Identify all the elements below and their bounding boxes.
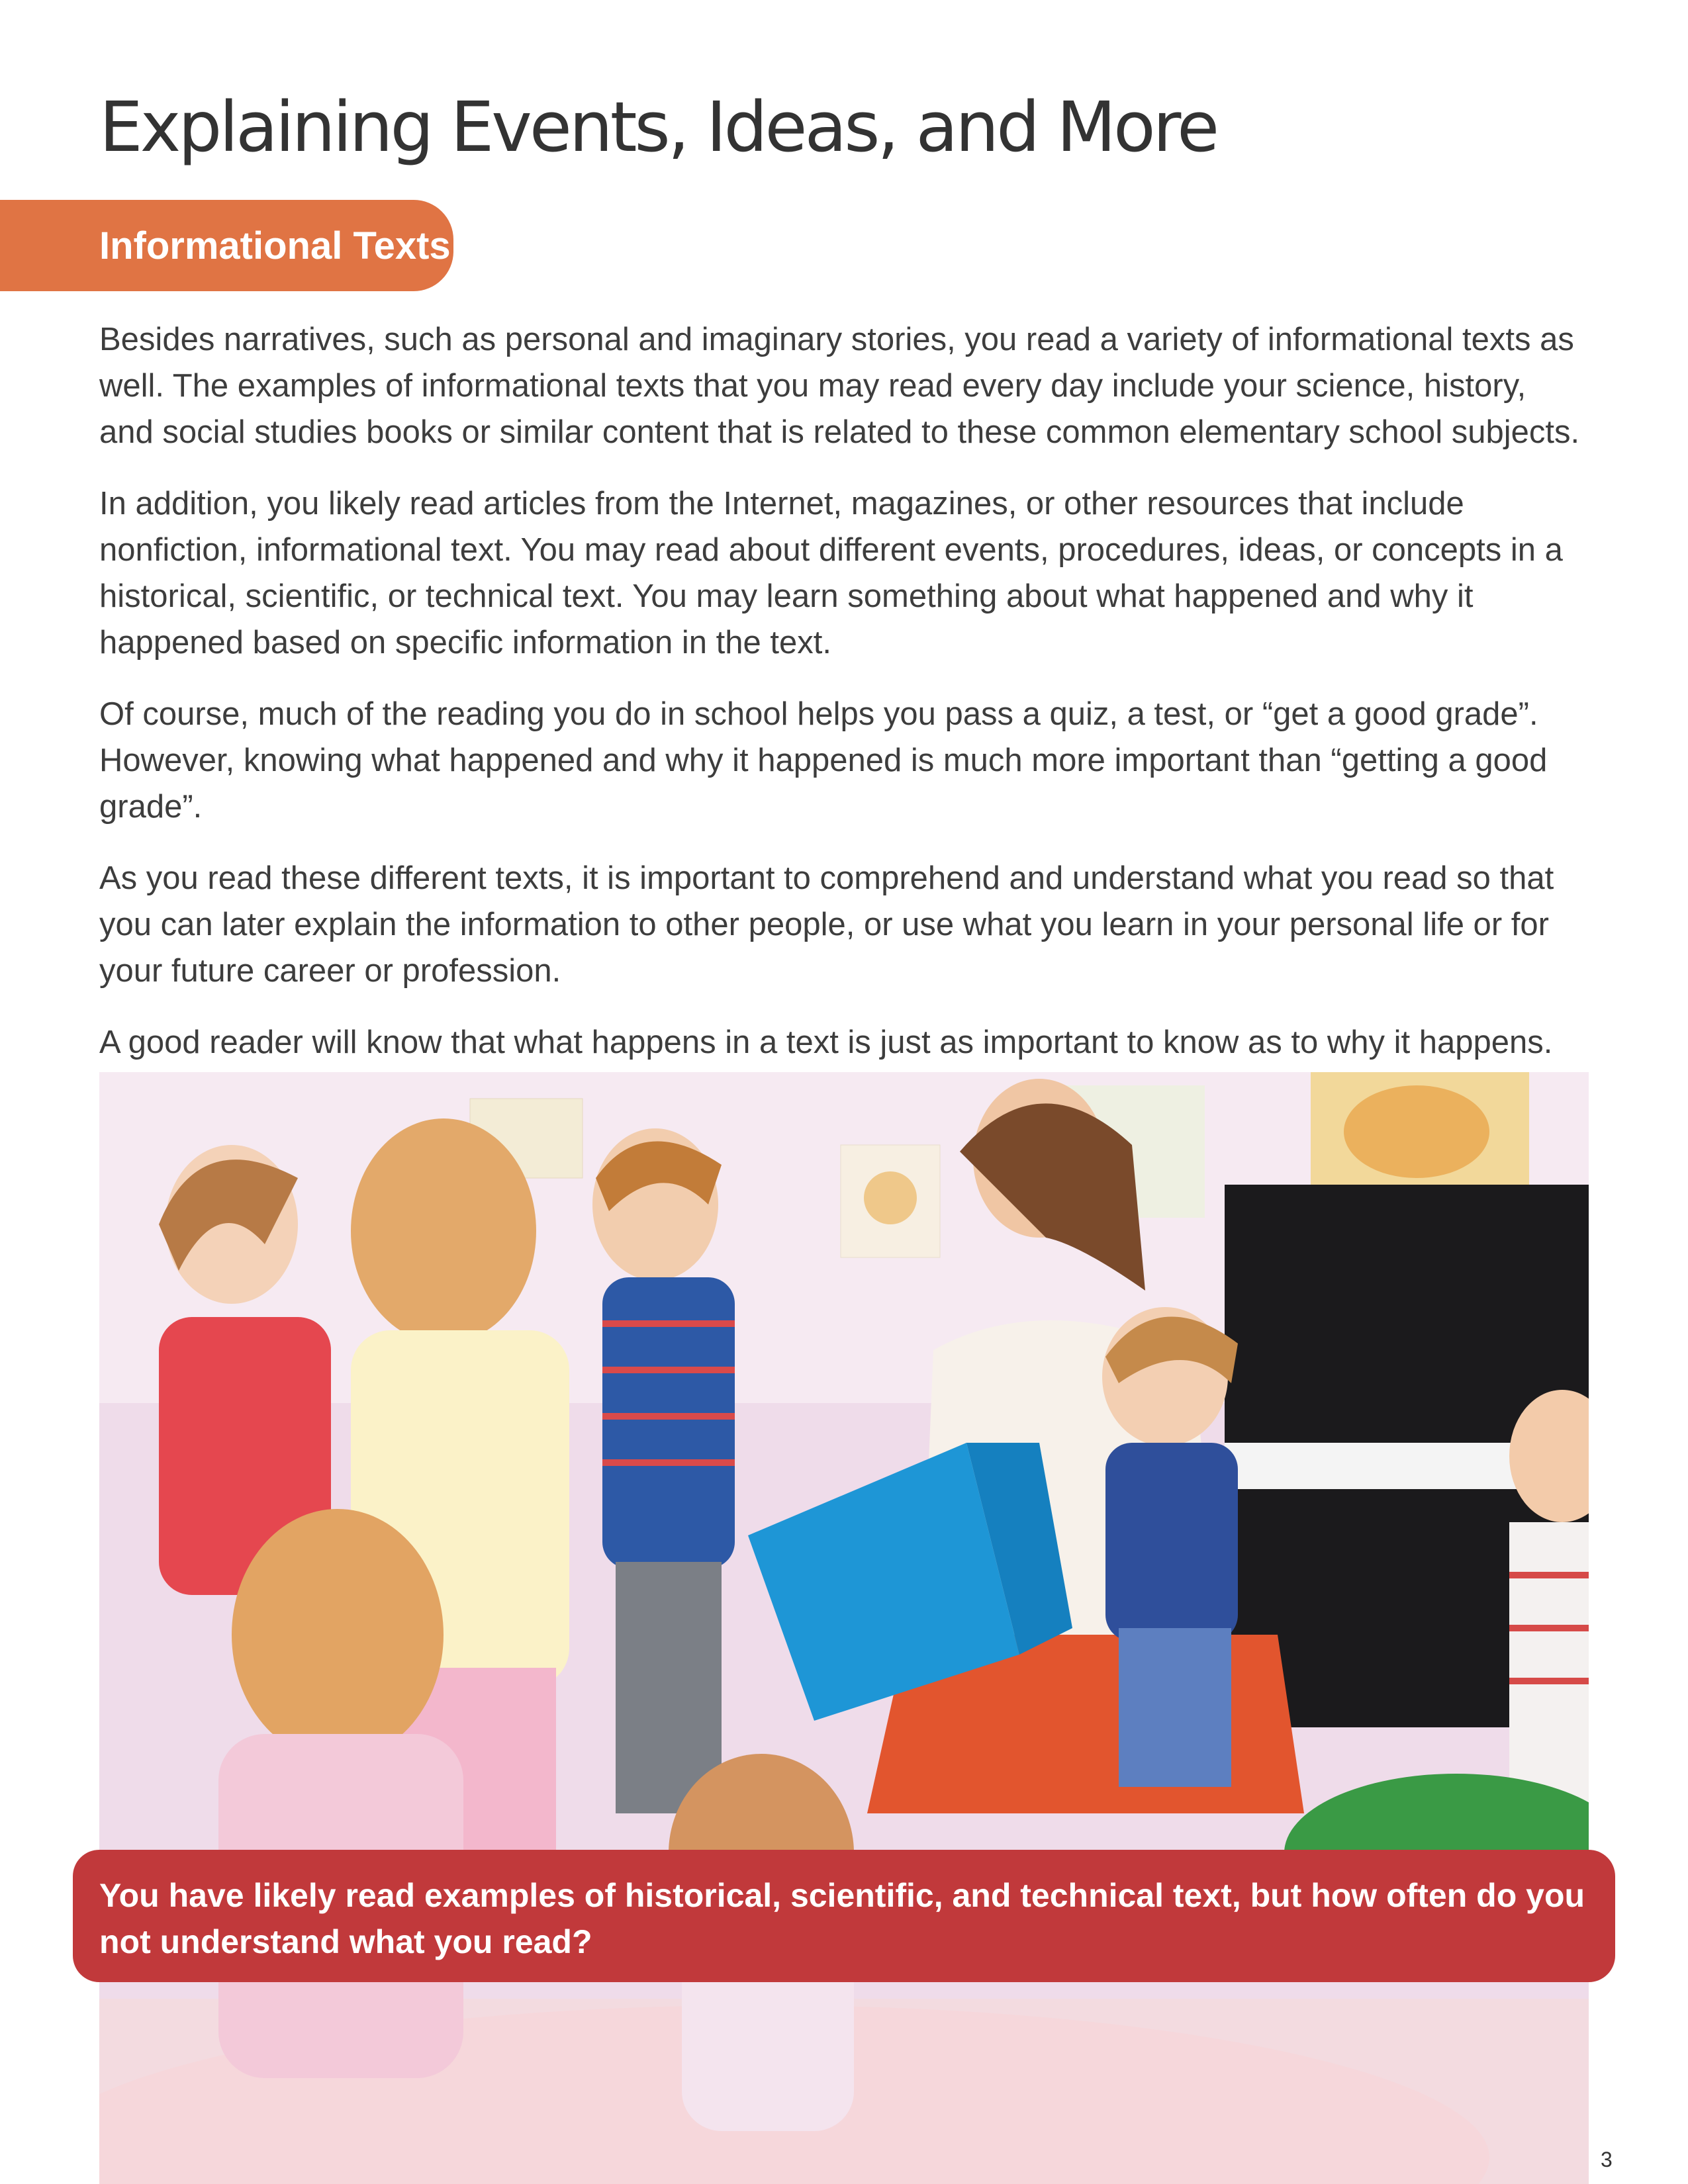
classroom-reading-photo: [99, 1072, 1589, 2184]
callout-text: You have likely read examples of historical, scientific, and technical text, but how often do you not understand what you read?: [99, 1877, 1585, 1960]
paragraph: As you read these different texts, it is important to comprehend and understand what you read so that you can later explain the information to other people, or use what you learn in your personal life or for your future career or profession.: [99, 860, 1554, 989]
page-title: Explaining Events, Ideas, and More: [99, 87, 1217, 167]
paragraph: A good reader will know that what happens in a text is just as important to know as to why it happens.: [99, 1024, 1553, 1060]
page-number: 3: [1601, 2148, 1613, 2171]
callout-box: [73, 1850, 1615, 1982]
paragraph: Of course, much of the reading you do in school helps you pass a quiz, a test, or “get a good grade”. However, knowing what happened and why it happened is much more important than “getting a good grade”.: [99, 696, 1548, 825]
section-heading-label: Informational Texts: [99, 224, 451, 267]
paragraph: In addition, you likely read articles from the Internet, magazines, or other resources that include nonfiction, informational text. You may read about different events, procedures, ideas, or concepts in a historical, scientific, or technical text. You may learn something about what happened and why it happened based on specific information in the text.: [99, 486, 1563, 660]
paragraph: Besides narratives, such as personal and imaginary stories, you read a variety of informational texts as well. The examples of informational texts that you may read every day include your science, history, and social studies books or similar content that is related to these common elementary school subjects.: [99, 322, 1580, 450]
body-text: [99, 316, 1589, 1091]
section-heading-tab: [0, 200, 453, 291]
